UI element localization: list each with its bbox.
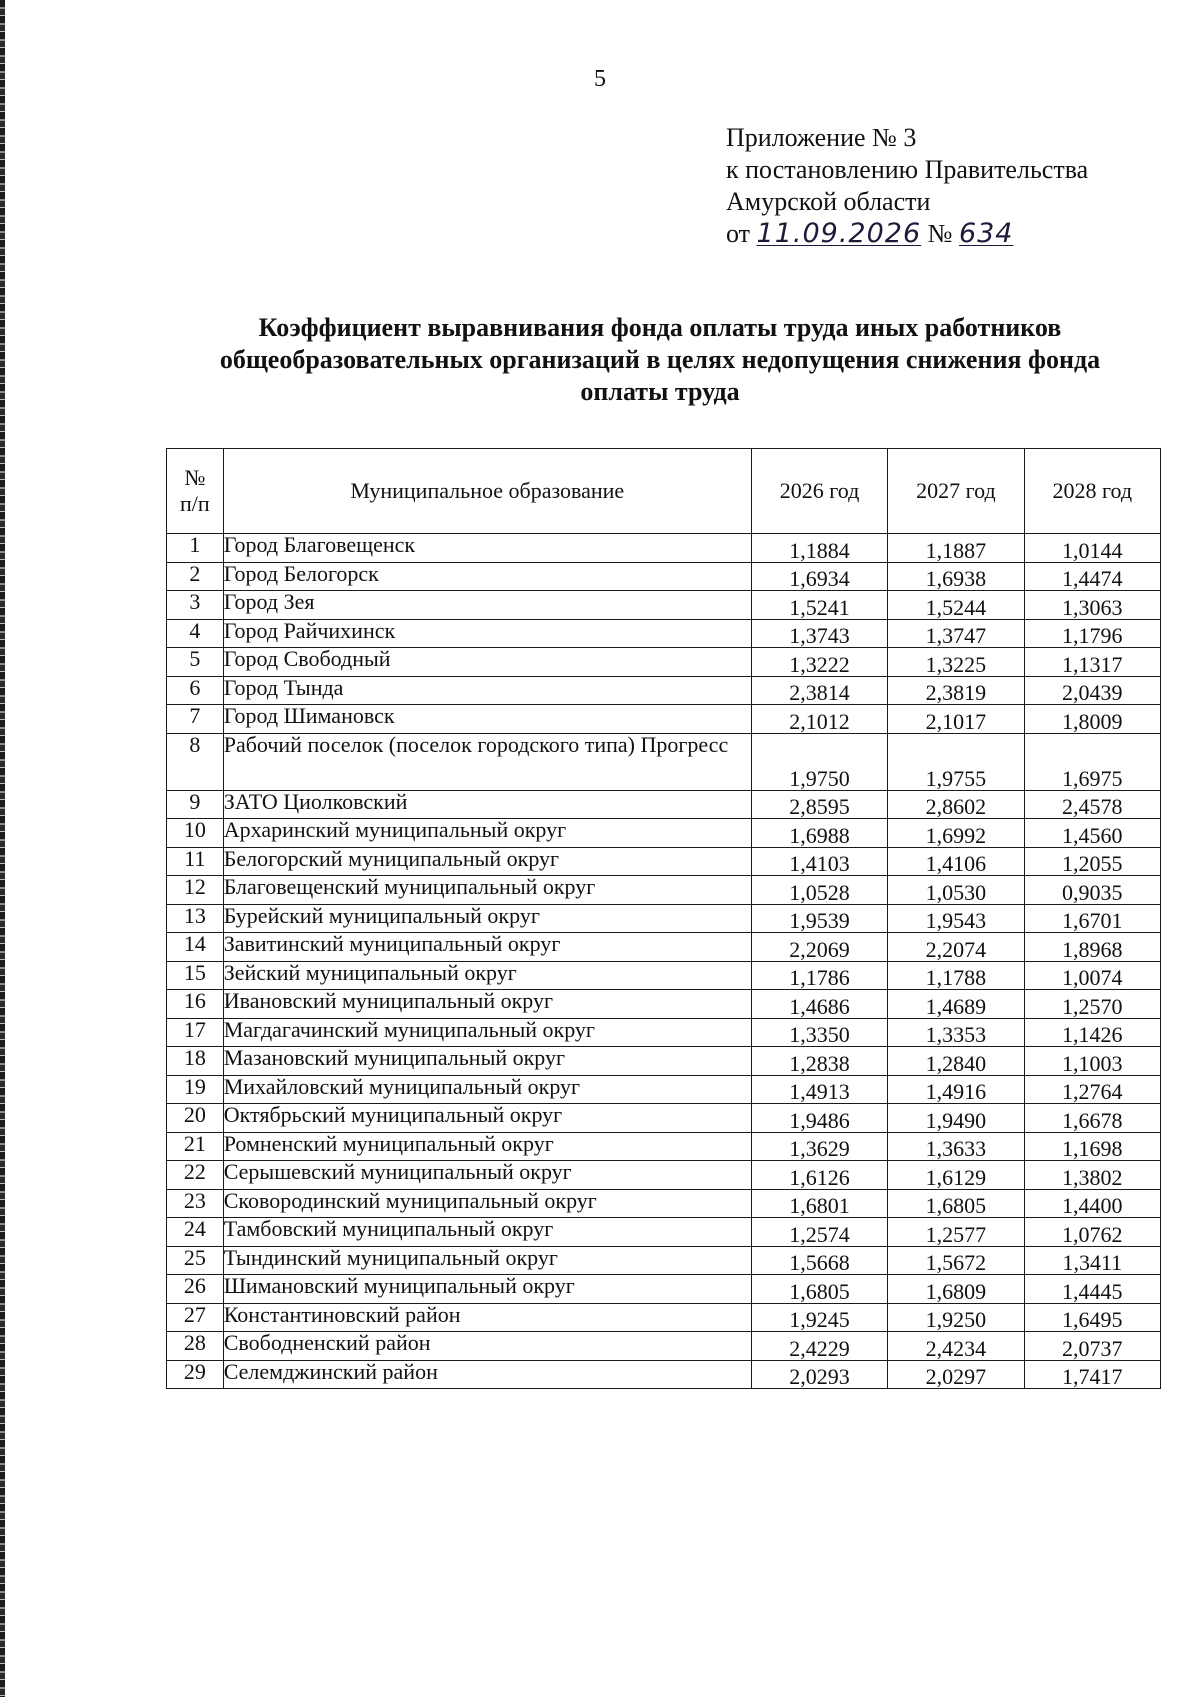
municipality-name: Свободненский район: [223, 1332, 751, 1361]
header-2026: 2026 год: [751, 449, 887, 534]
value-2027: 1,9755: [888, 733, 1024, 790]
value-2028: 1,0762: [1024, 1218, 1160, 1247]
header-num-line-2: п/п: [180, 491, 210, 516]
municipality-name: Ромненский муниципальный округ: [223, 1132, 751, 1161]
value-2026: 1,1884: [751, 534, 887, 563]
value-2028: 1,4560: [1024, 819, 1160, 848]
title-line-1: Коэффициент выравнивания фонда оплаты труда иных работников: [258, 313, 1062, 342]
row-number: 6: [167, 676, 224, 705]
table-row: [167, 1360, 1161, 1389]
municipality-name: Константиновский район: [223, 1303, 751, 1332]
value-2027: 1,0530: [888, 876, 1024, 905]
table-row: [167, 847, 1161, 876]
value-2027: 1,4689: [888, 990, 1024, 1019]
value-2028: 1,1003: [1024, 1047, 1160, 1076]
municipality-name: Мазановский муниципальный округ: [223, 1047, 751, 1076]
row-number: 10: [167, 819, 224, 848]
value-2028: 2,4578: [1024, 790, 1160, 819]
table-row: [167, 1189, 1161, 1218]
value-2028: 1,6495: [1024, 1303, 1160, 1332]
row-number: 13: [167, 904, 224, 933]
value-2026: 1,6934: [751, 562, 887, 591]
value-2027: 1,3225: [888, 648, 1024, 677]
row-number: 9: [167, 790, 224, 819]
row-number: 18: [167, 1047, 224, 1076]
title-line-3: оплаты труда: [580, 377, 740, 406]
table-row: [167, 534, 1161, 563]
value-2026: 2,0293: [751, 1360, 887, 1389]
table-header-row: [167, 449, 1161, 534]
row-number: 24: [167, 1218, 224, 1247]
scan-edge: [0, 0, 5, 1697]
value-2026: 2,1012: [751, 705, 887, 734]
row-number: 4: [167, 619, 224, 648]
municipality-name: Завитинский муниципальный округ: [223, 933, 751, 962]
table-row: [167, 819, 1161, 848]
value-2027: 2,3819: [888, 676, 1024, 705]
header-num: [167, 449, 224, 534]
municipality-name: Магдагачинский муниципальный округ: [223, 1018, 751, 1047]
municipality-name: Город Белогорск: [223, 562, 751, 591]
value-2028: 0,9035: [1024, 876, 1160, 905]
table-row: [167, 648, 1161, 677]
row-number: 8: [167, 733, 224, 790]
value-2028: 1,0144: [1024, 534, 1160, 563]
coefficient-table: [166, 448, 1161, 1389]
row-number: 25: [167, 1246, 224, 1275]
table-row: [167, 1047, 1161, 1076]
value-2026: 1,4103: [751, 847, 887, 876]
value-2028: 1,0074: [1024, 961, 1160, 990]
table-row: [167, 1161, 1161, 1190]
municipality-name: Селемджинский район: [223, 1360, 751, 1389]
value-2027: 1,3633: [888, 1132, 1024, 1161]
row-number: 26: [167, 1275, 224, 1304]
value-2026: 1,3350: [751, 1018, 887, 1047]
table-row: [167, 591, 1161, 620]
value-2028: 1,3063: [1024, 591, 1160, 620]
row-number: 28: [167, 1332, 224, 1361]
value-2028: 1,8968: [1024, 933, 1160, 962]
value-2028: 1,3802: [1024, 1161, 1160, 1190]
municipality-name: Сковородинский муниципальный округ: [223, 1189, 751, 1218]
value-2026: 1,1786: [751, 961, 887, 990]
municipality-name: Город Шимановск: [223, 705, 751, 734]
municipality-name: Михайловский муниципальный округ: [223, 1075, 751, 1104]
value-2026: 1,9750: [751, 733, 887, 790]
value-2027: 1,2840: [888, 1047, 1024, 1076]
municipality-name: ЗАТО Циолковский: [223, 790, 751, 819]
value-2028: 1,2570: [1024, 990, 1160, 1019]
appendix-line-2: к постановлению Правительства: [726, 155, 1089, 184]
municipality-name: Зейский муниципальный округ: [223, 961, 751, 990]
table-row: [167, 1132, 1161, 1161]
row-number: 16: [167, 990, 224, 1019]
table-row: [167, 705, 1161, 734]
row-number: 2: [167, 562, 224, 591]
table-row: [167, 1332, 1161, 1361]
row-number: 1: [167, 534, 224, 563]
table-row: [167, 733, 1161, 790]
value-2028: 1,8009: [1024, 705, 1160, 734]
header-num-line-1: №: [184, 465, 206, 490]
value-2026: 1,9539: [751, 904, 887, 933]
row-number: 11: [167, 847, 224, 876]
handwritten-date: 11.09.2026: [756, 218, 922, 249]
value-2026: 1,3222: [751, 648, 887, 677]
municipality-name: Благовещенский муниципальный округ: [223, 876, 751, 905]
value-2027: 1,2577: [888, 1218, 1024, 1247]
municipality-name: Город Свободный: [223, 648, 751, 677]
header-2028: 2028 год: [1024, 449, 1160, 534]
value-2026: 1,9486: [751, 1104, 887, 1133]
value-2026: 1,5241: [751, 591, 887, 620]
value-2027: 2,4234: [888, 1332, 1024, 1361]
value-2028: 1,6678: [1024, 1104, 1160, 1133]
row-number: 12: [167, 876, 224, 905]
municipality-name: Город Благовещенск: [223, 534, 751, 563]
municipality-name: Архаринский муниципальный округ: [223, 819, 751, 848]
municipality-name: Тындинский муниципальный округ: [223, 1246, 751, 1275]
row-number: 19: [167, 1075, 224, 1104]
municipality-name: Город Зея: [223, 591, 751, 620]
row-number: 20: [167, 1104, 224, 1133]
value-2027: 2,1017: [888, 705, 1024, 734]
value-2027: 1,5244: [888, 591, 1024, 620]
value-2026: 1,4913: [751, 1075, 887, 1104]
municipality-name: Ивановский муниципальный округ: [223, 990, 751, 1019]
row-number: 14: [167, 933, 224, 962]
handwritten-number: 634: [958, 218, 1014, 249]
value-2028: 1,1426: [1024, 1018, 1160, 1047]
row-number: 17: [167, 1018, 224, 1047]
value-2028: 1,4445: [1024, 1275, 1160, 1304]
municipality-name: Белогорский муниципальный округ: [223, 847, 751, 876]
value-2028: 2,0439: [1024, 676, 1160, 705]
table-row: [167, 619, 1161, 648]
value-2027: 1,3353: [888, 1018, 1024, 1047]
value-2027: 1,4916: [888, 1075, 1024, 1104]
municipality-name: Тамбовский муниципальный округ: [223, 1218, 751, 1247]
table-row: [167, 1275, 1161, 1304]
value-2027: 1,1887: [888, 534, 1024, 563]
table-row: [167, 1246, 1161, 1275]
municipality-name: Шимановский муниципальный округ: [223, 1275, 751, 1304]
value-2028: 1,1698: [1024, 1132, 1160, 1161]
value-2027: 1,9250: [888, 1303, 1024, 1332]
municipality-name: Бурейский муниципальный округ: [223, 904, 751, 933]
title-line-2: общеобразовательных организаций в целях недопущения снижения фонда: [219, 345, 1101, 374]
value-2026: 1,6988: [751, 819, 887, 848]
row-number: 27: [167, 1303, 224, 1332]
value-2026: 1,5668: [751, 1246, 887, 1275]
table-row: [167, 1018, 1161, 1047]
value-2027: 1,4106: [888, 847, 1024, 876]
appendix-date-line: [726, 218, 1088, 250]
table-body: [167, 534, 1161, 1389]
municipality-name: Город Райчихинск: [223, 619, 751, 648]
value-2028: 1,1796: [1024, 619, 1160, 648]
value-2026: 1,4686: [751, 990, 887, 1019]
value-2027: 1,1788: [888, 961, 1024, 990]
table-row: [167, 904, 1161, 933]
value-2027: 1,6805: [888, 1189, 1024, 1218]
value-2028: 1,4400: [1024, 1189, 1160, 1218]
table-row: [167, 990, 1161, 1019]
value-2027: 1,5672: [888, 1246, 1024, 1275]
appendix-line-1: Приложение № 3: [726, 123, 917, 152]
table-row: [167, 676, 1161, 705]
value-2026: 2,4229: [751, 1332, 887, 1361]
row-number: 5: [167, 648, 224, 677]
value-2027: 1,6992: [888, 819, 1024, 848]
row-number: 29: [167, 1360, 224, 1389]
value-2026: 2,8595: [751, 790, 887, 819]
value-2026: 1,3743: [751, 619, 887, 648]
value-2026: 1,3629: [751, 1132, 887, 1161]
row-number: 7: [167, 705, 224, 734]
value-2026: 1,2838: [751, 1047, 887, 1076]
row-number: 21: [167, 1132, 224, 1161]
value-2026: 2,3814: [751, 676, 887, 705]
table-row: [167, 1075, 1161, 1104]
header-name: Муниципальное образование: [223, 449, 751, 534]
row-number: 15: [167, 961, 224, 990]
value-2028: 1,6975: [1024, 733, 1160, 790]
number-sign: №: [927, 219, 953, 248]
value-2028: 1,1317: [1024, 648, 1160, 677]
value-2028: 1,2055: [1024, 847, 1160, 876]
value-2027: 1,3747: [888, 619, 1024, 648]
date-prefix: от: [726, 219, 751, 248]
value-2028: 1,3411: [1024, 1246, 1160, 1275]
page-number: 5: [594, 66, 606, 92]
value-2027: 2,2074: [888, 933, 1024, 962]
table-row: [167, 961, 1161, 990]
value-2027: 2,8602: [888, 790, 1024, 819]
value-2026: 1,6126: [751, 1161, 887, 1190]
appendix-block: [726, 122, 1088, 250]
value-2026: 1,9245: [751, 1303, 887, 1332]
table-row: [167, 790, 1161, 819]
header-2027: 2027 год: [888, 449, 1024, 534]
municipality-name: Серышевский муниципальный округ: [223, 1161, 751, 1190]
value-2026: 2,2069: [751, 933, 887, 962]
row-number: 3: [167, 591, 224, 620]
value-2028: 1,4474: [1024, 562, 1160, 591]
value-2028: 1,7417: [1024, 1360, 1160, 1389]
municipality-name: Октябрьский муниципальный округ: [223, 1104, 751, 1133]
row-number: 23: [167, 1189, 224, 1218]
table-row: [167, 562, 1161, 591]
value-2027: 1,9490: [888, 1104, 1024, 1133]
table-row: [167, 1303, 1161, 1332]
value-2028: 1,2764: [1024, 1075, 1160, 1104]
value-2027: 1,6809: [888, 1275, 1024, 1304]
value-2026: 1,6805: [751, 1275, 887, 1304]
row-number: 22: [167, 1161, 224, 1190]
value-2027: 2,0297: [888, 1360, 1024, 1389]
value-2026: 1,6801: [751, 1189, 887, 1218]
value-2027: 1,6938: [888, 562, 1024, 591]
document-title: [160, 312, 1160, 408]
value-2026: 1,2574: [751, 1218, 887, 1247]
table-row: [167, 1218, 1161, 1247]
table-row: [167, 933, 1161, 962]
municipality-name: Город Тында: [223, 676, 751, 705]
value-2026: 1,0528: [751, 876, 887, 905]
value-2027: 1,9543: [888, 904, 1024, 933]
municipality-name: Рабочий поселок (поселок городского типа) Прогресс: [223, 733, 751, 790]
appendix-line-3: Амурской области: [726, 187, 931, 216]
value-2027: 1,6129: [888, 1161, 1024, 1190]
table-row: [167, 876, 1161, 905]
value-2028: 1,6701: [1024, 904, 1160, 933]
table-row: [167, 1104, 1161, 1133]
value-2028: 2,0737: [1024, 1332, 1160, 1361]
